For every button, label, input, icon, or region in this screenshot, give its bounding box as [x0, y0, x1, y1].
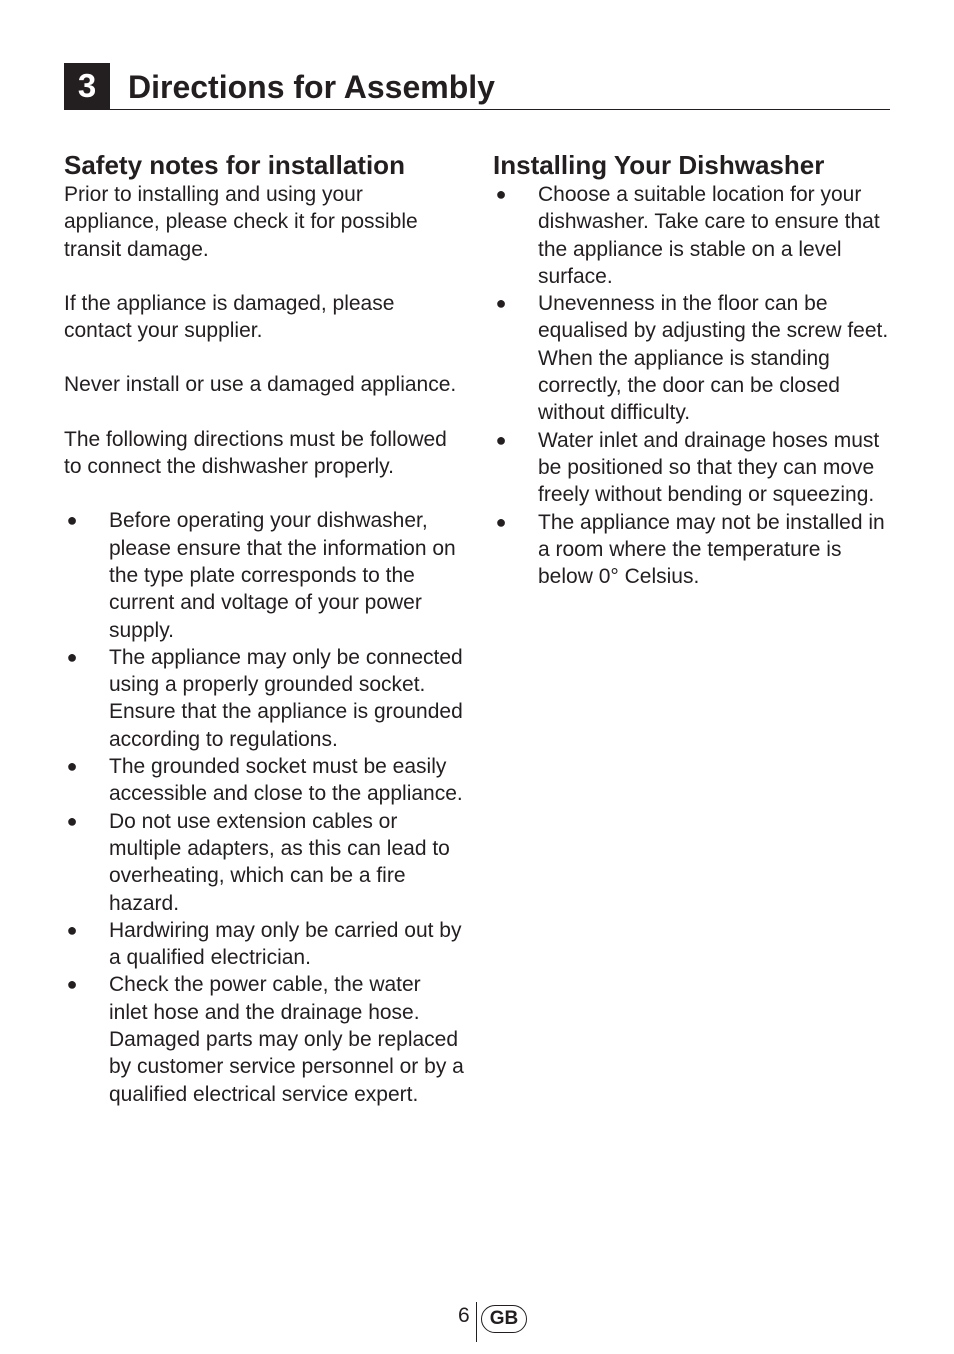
bullet-icon: ● [66, 756, 78, 777]
list-item: ● The appliance may not be installed in a room where the temperature is below 0° Celsius. [493, 509, 893, 591]
list-item: ● Choose a suitable location for your dishwasher. Take care to ensure that the appliance is stable on a level surface. [493, 181, 893, 290]
safety-notes-heading: Safety notes for installation [64, 150, 405, 180]
list-item: ● The grounded socket must be easily accessible and close to the appliance. [64, 753, 464, 808]
bullet-icon: ● [495, 293, 507, 314]
page-number: 6 [458, 1304, 470, 1327]
bullet-icon: ● [495, 511, 507, 532]
list-item: ● Before operating your dishwasher, please ensure that the information on the type plate corresponds to the current and voltage of your power supply. [64, 507, 464, 643]
section-title: Directions for Assembly [128, 69, 495, 105]
list-item: ● Hardwiring may only be carried out by a qualified electrician. [64, 917, 464, 972]
list-item: ● Unevenness in the floor can be equalised by adjusting the screw feet. When the appliance is standing correctly, the door can be closed without difficulty. [493, 290, 893, 426]
bullet-icon: ● [66, 810, 78, 831]
section-header [64, 63, 890, 110]
bullet-icon: ● [495, 429, 507, 450]
safety-bullet-list [64, 507, 464, 1108]
installing-column [493, 150, 893, 590]
list-item: ● Water inlet and drainage hoses must be positioned so that they can move freely without bending or squeezing. [493, 427, 893, 509]
bullet-icon: ● [66, 646, 78, 667]
footer-divider [476, 1302, 477, 1342]
bullet-icon: ● [66, 974, 78, 995]
page-footer [0, 1300, 954, 1344]
installing-bullet-list [493, 181, 893, 590]
safety-paragraph: The following directions must be followed to connect the dishwasher properly. [64, 427, 447, 479]
bullet-icon: ● [66, 510, 78, 531]
section-number: 3 [64, 63, 110, 109]
installing-heading: Installing Your Dishwasher [493, 150, 825, 180]
bullet-icon: ● [495, 184, 507, 204]
list-item: ● Check the power cable, the water inlet hose and the drainage hose. Damaged parts may only be replaced by customer service personnel or by a qualified electrical service expert. [64, 971, 464, 1107]
safety-paragraph: Never install or use a damaged appliance. [64, 373, 457, 397]
language-badge: GB [481, 1305, 527, 1333]
safety-paragraph: If the appliance is damaged, please contact your supplier. [64, 291, 395, 343]
safety-notes-column [64, 150, 464, 1108]
bullet-icon: ● [66, 919, 78, 940]
list-item: ● The appliance may only be connected using a properly grounded socket. Ensure that the appliance is grounded according to regulations. [64, 644, 464, 753]
safety-paragraph: Prior to installing and using your appliance, please check it for possible transit damage. [64, 183, 418, 261]
list-item: ● Do not use extension cables or multiple adapters, as this can lead to overheating, which can be a fire hazard. [64, 808, 464, 917]
